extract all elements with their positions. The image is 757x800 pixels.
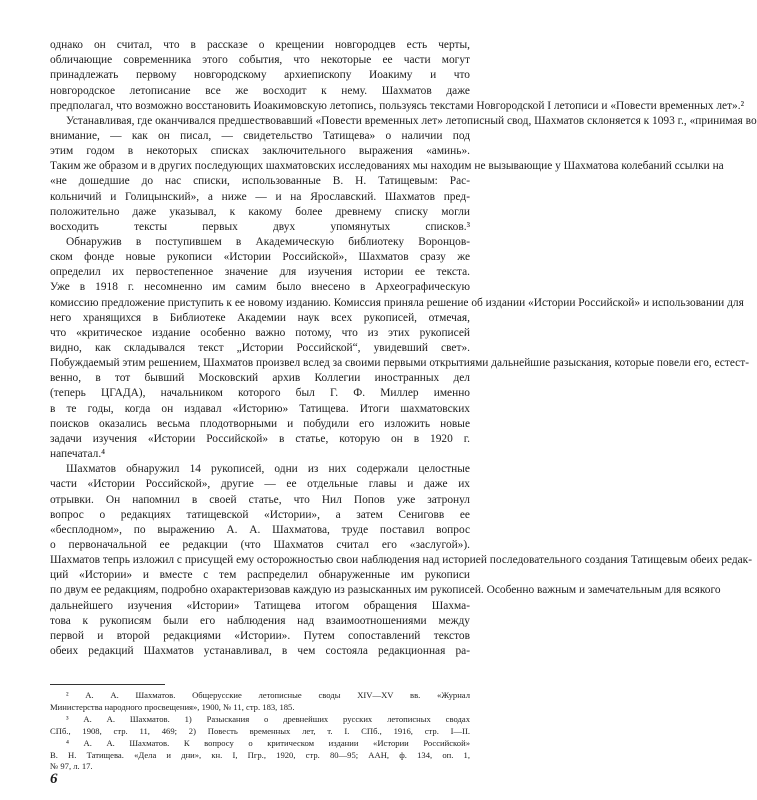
footnote-line: СПб., 1908, стр. 11, 469; 2) Повесть временных лет, т. I. СПб., 1916, стр. I—II. <box>50 725 470 736</box>
page-number: 6 <box>50 771 58 787</box>
body-line: кольничий и Голицынский», а ниже — и на Ярославский. Шахматов пред- <box>50 190 470 203</box>
body-line: обличающие современника этого события, что некоторые ее части могут <box>50 54 470 67</box>
body-line: Шахматов обнаружил 14 рукописей, одни из них содержали целостные <box>66 463 470 476</box>
body-line: о первоначальной ее редакции (что Шахматов считал его «заслугой»). <box>50 539 470 551</box>
body-line: внимание, — как он писал, — свидетельство Татищева» о наличии под <box>50 129 470 142</box>
body-line: новгородское летописание все же восходит к нему. Шахматов даже <box>50 84 470 97</box>
footnote-line: Министерства народного просвещения», 1900, № 11, стр. 183, 185. <box>50 701 295 712</box>
body-line: в те годы, когда он издавал «Историю» Татищева. Итоги шахматовских <box>50 402 470 415</box>
body-line: отрывки. Он напомнил в своей статье, что Нил Попов уже затронул <box>50 493 470 506</box>
body-line: «не дошедшие до нас списки, использованные В. Н. Татищевым: Рас- <box>50 175 470 188</box>
body-line: «бесплодном», по выражению А. А. Шахматова, труде поставил вопрос <box>50 523 470 536</box>
body-line: однако он считал, что в рассказе о крещении новгородцев есть черты, <box>50 39 470 51</box>
body-line: ском фонде новые рукописи «Истории Российской», Шахматов сразу же <box>50 251 470 264</box>
footnote-separator <box>50 684 165 685</box>
body-line: задачи изучения «Истории Российской» в статье, которую он в 1920 г. <box>50 432 470 445</box>
body-line: определил их первостепенное значение для изучения истории ее текста. <box>50 266 470 279</box>
body-line: по двум ее редакциям, подробно охарактеризовав каждую из разысканных им рукописей. Особенно важным и замечательным для всякого <box>50 584 721 597</box>
body-line: Устанавливая, где оканчивался предшествовавший «Повести временных лет» летописный свод, Шахматов склоняется к 1093 г., «принимая во <box>66 114 757 127</box>
body-line: това к рукописям были его наблюдения над взаимоотношениями между <box>50 614 470 627</box>
footnote-line: В. Н. Татищева. «Дела и дни», кн. I, Пгр., 1920, стр. 80—95; ААН, ф. 134, оп. 1, <box>50 749 470 760</box>
body-line: первой и второй редакциями «Истории». Путем сопоставлений текстов <box>50 629 470 642</box>
body-line: него хранящихся в Библиотеке Академии наук всех рукописей, отмечая, <box>50 311 470 324</box>
body-line: дальнейшего изучения «Истории» Татищева итогом обращения Шахма- <box>50 599 470 612</box>
body-line: напечатал.⁴ <box>50 448 106 461</box>
body-line: Обнаружив в поступившем в Академическую библиотеку Воронцов- <box>66 236 470 248</box>
body-line: венно, в тот бывший Московский архив Коллегии иностранных дел <box>50 372 470 385</box>
body-line: ций «Истории» и вместе с тем распределил обнаруженные им рукописи <box>50 569 470 582</box>
body-line: Шахматов тепрь изложил с присущей ему осторожностью свои наблюдения над историей последовательного создания Татищевым обеих редак- <box>50 554 753 567</box>
footnote-line: ² А. А. Шахматов. Общерусские летописные своды XIV—XV вв. «Журнал <box>66 690 470 700</box>
body-line: этим годом в некоторых списках заключительного выражения «аминь». <box>50 145 470 158</box>
body-line: поисков оказались весьма плодотворными и побудили его изложить новые <box>50 417 470 430</box>
body-line: положительно даже указывал, к какому более древнему списку могли <box>50 205 470 218</box>
body-line: (теперь ЦГАДА), начальником которого был Г. Ф. Миллер именно <box>50 387 470 400</box>
body-line: обеих редакций Шахматов устанавливал, в чем состояла редакционная ра- <box>50 645 470 657</box>
body-line: восходить тексты первых двух упомянутых списков.³ <box>50 220 470 233</box>
body-line: Таким же образом и в других последующих шахматовских исследованиях мы находим не вызывающие у Шахматова колебаний ссылки на <box>50 160 724 173</box>
footnote-line: ³ А. А. Шахматов. 1) Разыскания о древнейших русских летописных сводах <box>66 713 470 724</box>
body-line: предполагал, что возможно восстановить Иоакимовскую летопись, пользуясь текстами Новгородской I летописи и «Повести временных лет».² <box>50 99 745 112</box>
footnote-line: № 97, л. 17. <box>50 761 93 772</box>
body-line: видно, как складывался текст „Истории Российской“, увидевший свет». <box>50 342 470 354</box>
body-line: вопрос о редакциях татищевской «Истории», а затем Сениговв ее <box>50 508 470 521</box>
footnote-line: ⁴ А. А. Шахматов. К вопросу о критическом издании «Истории Российской» <box>66 737 470 748</box>
body-line: принадлежать первому новгородскому архиепископу Иоакиму и что <box>50 69 470 82</box>
body-line: части «Истории Российской», другие — ее отдельные главы и даже их <box>50 478 470 491</box>
body-line: Уже в 1918 г. несомненно им самим было внесено в Археографическую <box>50 281 470 294</box>
body-line: что «критическое издание особенно важно потому, что из этих рукописей <box>50 326 470 339</box>
body-line: комиссию предложение приступить к ее новому изданию. Комиссия приняла решение об издании «Истории Российской» и использовании для <box>50 296 744 309</box>
body-line: Побуждаемый этим решением, Шахматов произвел вслед за своими первыми открытиями дальнейшие разыскания, которые повели его, естест- <box>50 357 750 370</box>
